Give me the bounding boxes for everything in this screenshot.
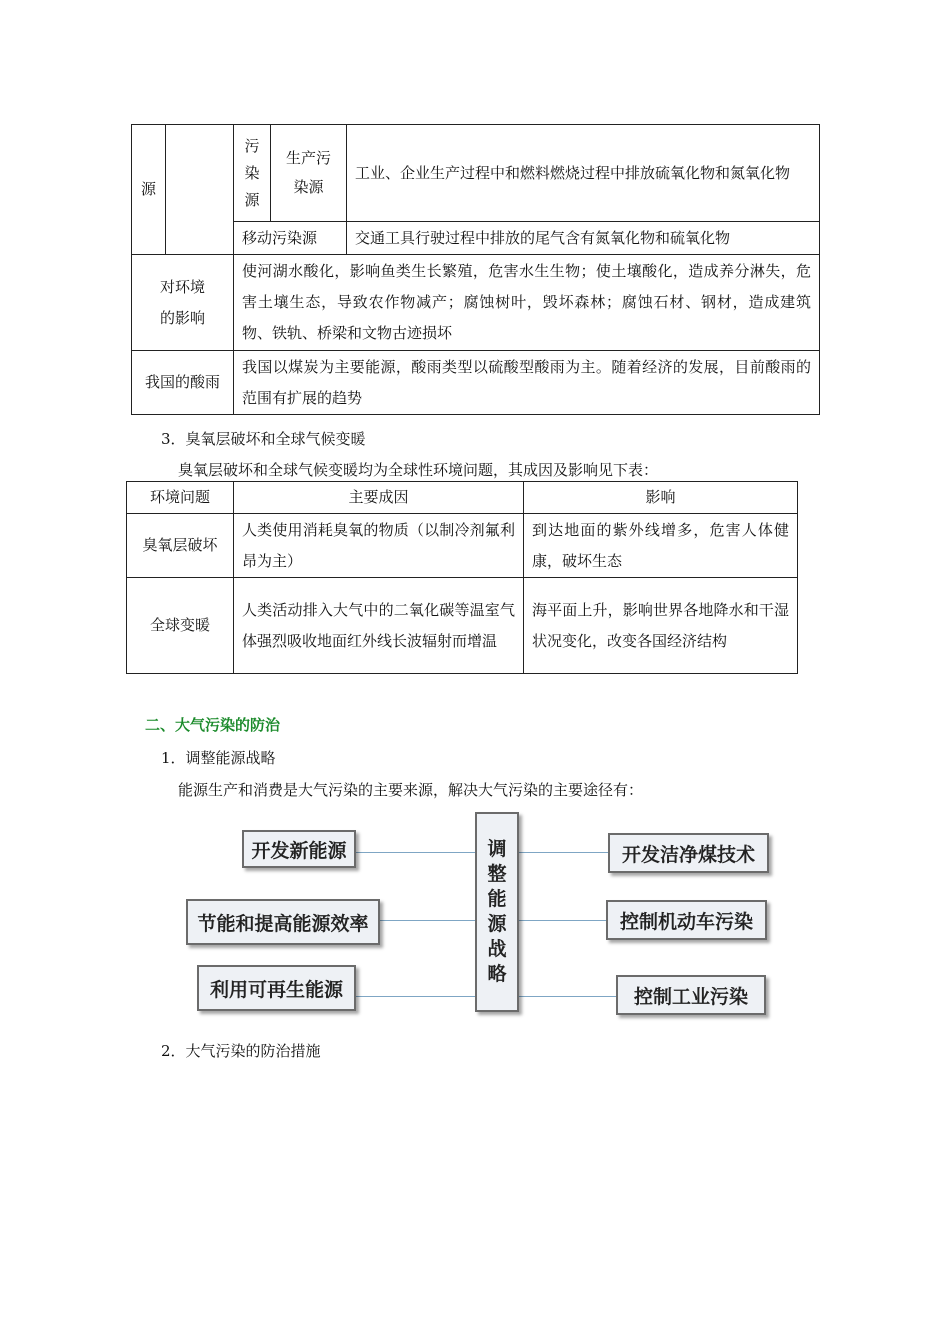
row-warming-cause: 人类活动排入大气中的二氧化碳等温室气体强烈吸收地面红外线长波辐射而增温 bbox=[234, 578, 524, 674]
vertical-char: 污 bbox=[244, 136, 260, 155]
row-ozone-cause: 人类使用消耗臭氧的物质（以制冷剂氟利昂为主） bbox=[234, 514, 524, 578]
box-clean-coal: 开发洁净煤技术 bbox=[608, 833, 769, 873]
source-cell: 源 bbox=[132, 125, 166, 255]
center-char: 源 bbox=[487, 913, 507, 935]
box-new-energy: 开发新能源 bbox=[242, 830, 356, 868]
connector-line bbox=[354, 996, 476, 997]
box-center-strategy bbox=[475, 812, 519, 1012]
center-char: 略 bbox=[487, 963, 507, 985]
section3-heading: 3．臭氧层破坏和全球气候变暖 bbox=[161, 430, 366, 448]
section3-intro: 臭氧层破坏和全球气候变暖均为全球性环境问题，其成因及影响见下表： bbox=[178, 461, 659, 479]
box-energy-efficiency: 节能和提高能源效率 bbox=[186, 899, 380, 945]
acid-rain-table bbox=[131, 124, 820, 415]
center-char: 调 bbox=[487, 838, 507, 860]
center-char: 整 bbox=[487, 863, 507, 885]
production-source-desc: 工业、企业生产过程中和燃料燃烧过程中排放硫氧化物和氮氧化物 bbox=[347, 125, 820, 222]
box-industrial-pollution: 控制工业污染 bbox=[616, 975, 766, 1015]
box-renewable-energy: 利用可再生能源 bbox=[197, 965, 356, 1011]
sub1-intro: 能源生产和消费是大气污染的主要来源，解决大气污染的主要途径有： bbox=[178, 781, 644, 799]
sub2-heading: 2．大气污染的防治措施 bbox=[161, 1042, 321, 1060]
connector-line bbox=[516, 996, 616, 997]
row-ozone-issue: 臭氧层破坏 bbox=[127, 514, 234, 578]
row-ozone-impact: 到达地面的紫外线增多，危害人体健康，破坏生态 bbox=[524, 514, 798, 578]
env-impact-desc: 使河湖水酸化，影响鱼类生长繁殖，危害水生生物；使土壤酸化，造成养分淋失，危害土壤生态，导致农作物减产；腐蚀树叶，毁坏森林；腐蚀石材、钢材，造成建筑物、铁轨、桥梁和文物古迹损坏 bbox=[234, 255, 820, 351]
sub1-heading: 1．调整能源战略 bbox=[161, 749, 276, 767]
china-acid-rain-desc: 我国以煤炭为主要能源，酸雨类型以硫酸型酸雨为主。随着经济的发展，目前酸雨的范围有扩展的趋势 bbox=[234, 351, 820, 415]
header-env-issue: 环境问题 bbox=[127, 482, 234, 514]
vertical-char: 源 bbox=[244, 190, 260, 209]
header-impact: 影响 bbox=[524, 482, 798, 514]
china-acid-rain-label: 我国的酸雨 bbox=[132, 351, 234, 415]
connector-line bbox=[516, 852, 608, 853]
row-warming-impact: 海平面上升，影响世界各地降水和干湿状况变化，改变各国经济结构 bbox=[524, 578, 798, 674]
center-char: 能 bbox=[487, 888, 507, 910]
vertical-char: 染 bbox=[244, 163, 260, 182]
connector-line bbox=[380, 920, 476, 921]
connector-line bbox=[354, 852, 476, 853]
mobile-source-label: 移动污染源 bbox=[234, 222, 347, 255]
connector-line bbox=[516, 920, 606, 921]
row-warming-issue: 全球变暖 bbox=[127, 578, 234, 674]
mobile-source-desc: 交通工具行驶过程中排放的尾气含有氮氧化物和硫氧化物 bbox=[347, 222, 820, 255]
header-main-cause: 主要成因 bbox=[234, 482, 524, 514]
section-two-heading: 二、大气污染的防治 bbox=[145, 716, 281, 734]
blank-cell bbox=[166, 125, 234, 255]
pollution-source-vertical-cell bbox=[234, 125, 271, 222]
center-char: 战 bbox=[487, 938, 507, 960]
env-impact-label: 对环境的影响 bbox=[132, 255, 234, 351]
production-source-label: 生产污染源 bbox=[271, 125, 347, 222]
box-vehicle-pollution: 控制机动车污染 bbox=[606, 900, 767, 940]
global-issues-table bbox=[126, 481, 798, 674]
